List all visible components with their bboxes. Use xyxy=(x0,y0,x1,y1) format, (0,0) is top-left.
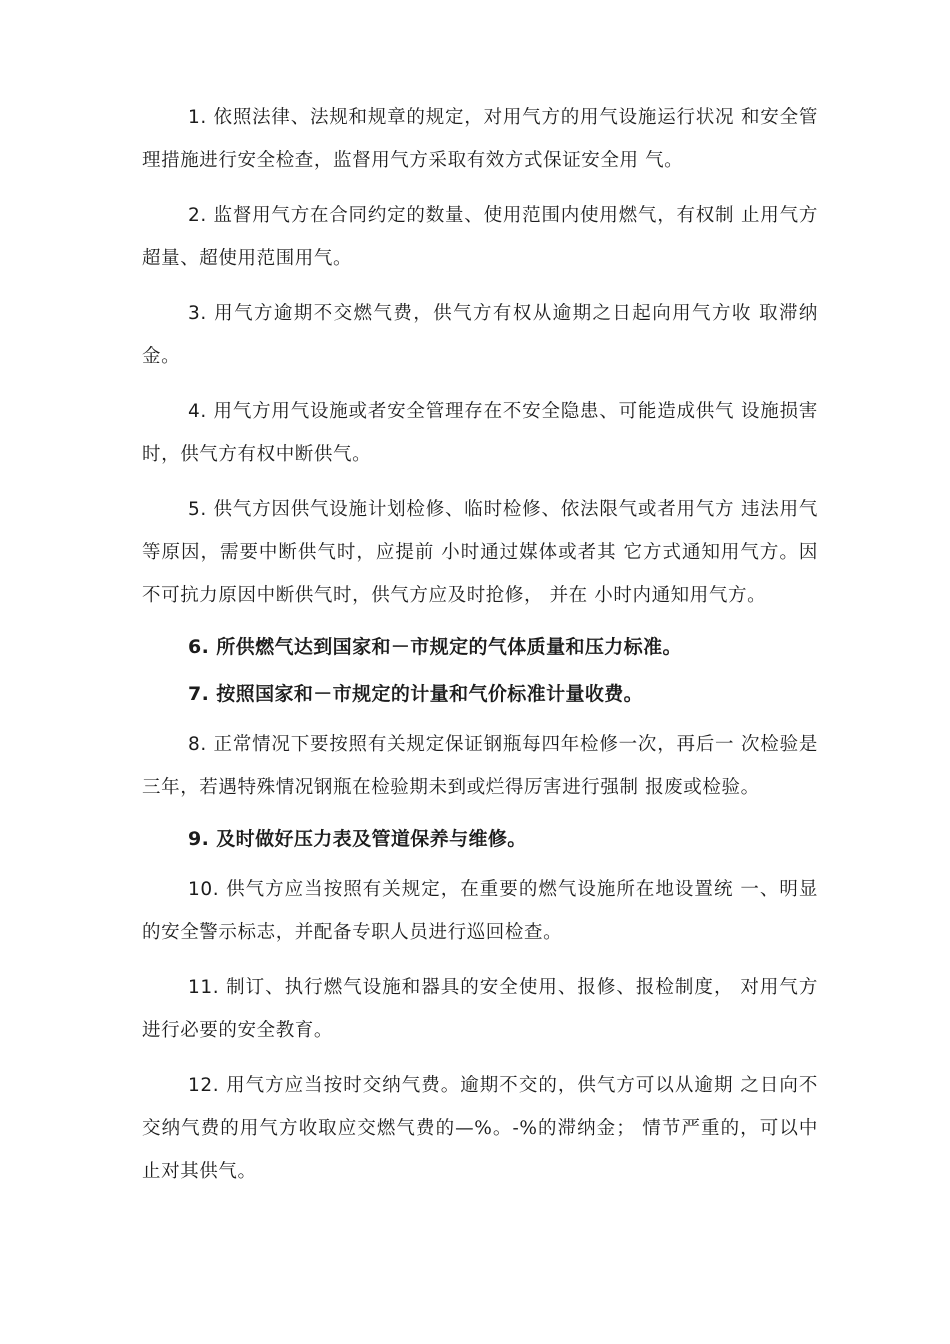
paragraph-7 xyxy=(142,676,818,713)
paragraph-number: 9. xyxy=(188,828,210,850)
paragraph-8 xyxy=(142,723,818,809)
paragraph-text: 用气方应当按时交纳气费。逾期不交的，供气方可以从逾期 之日向不交纳气费的用气方收取应交燃气费的—%。-%的滞纳金； 情节严重的，可以中止对其供气。 xyxy=(142,1075,818,1182)
paragraph-2 xyxy=(142,194,818,280)
paragraph-number: 4. xyxy=(188,401,207,422)
paragraph-number: 1. xyxy=(188,107,207,128)
paragraph-4 xyxy=(142,390,818,476)
paragraph-number: 5. xyxy=(188,499,207,520)
paragraph-text: 依照法律、法规和规章的规定，对用气方的用气设施运行状况 和安全管理措施进行安全检查，监督用气方采取有效方式保证安全用 气。 xyxy=(142,107,818,171)
paragraph-10 xyxy=(142,868,818,954)
paragraph-number: 2. xyxy=(188,205,207,226)
paragraph-9 xyxy=(142,821,818,858)
paragraph-11 xyxy=(142,966,818,1052)
paragraph-3 xyxy=(142,292,818,378)
paragraph-1 xyxy=(142,96,818,182)
paragraph-text: 按照国家和－市规定的计量和气价标准计量收费。 xyxy=(209,683,644,705)
paragraph-text: 供气方因供气设施计划检修、临时检修、依法限气或者用气方 违法用气等原因，需要中断供气时，应提前 小时通过媒体或者其 它方式通知用气方。因不可抗力原因中断供气时，供气方应及时抢修， 并在 小时内通知用气方。 xyxy=(142,499,818,606)
paragraph-number: 3. xyxy=(188,303,207,324)
paragraph-text: 制订、执行燃气设施和器具的安全使用、报修、报检制度， 对用气方进行必要的安全教育。 xyxy=(142,977,818,1041)
paragraph-number: 8. xyxy=(188,734,207,755)
paragraph-number: 12. xyxy=(188,1075,220,1096)
paragraph-12 xyxy=(142,1064,818,1193)
paragraph-text: 及时做好压力表及管道保养与维修。 xyxy=(209,828,527,850)
paragraph-5 xyxy=(142,488,818,617)
paragraph-6 xyxy=(142,629,818,666)
paragraph-number: 6. xyxy=(188,636,210,658)
paragraph-number: 7. xyxy=(188,683,210,705)
paragraph-text: 所供燃气达到国家和－市规定的气体质量和压力标准。 xyxy=(209,636,682,658)
paragraph-text: 监督用气方在合同约定的数量、使用范围内使用燃气，有权制 止用气方超量、超使用范围用气。 xyxy=(142,205,818,269)
paragraph-text: 正常情况下要按照有关规定保证钢瓶每四年检修一次，再后一 次检验是三年，若遇特殊情况钢瓶在检验期未到或烂得厉害进行强制 报废或检验。 xyxy=(142,734,818,798)
paragraph-text: 用气方用气设施或者安全管理存在不安全隐患、可能造成供气 设施损害时，供气方有权中断供气。 xyxy=(142,401,818,465)
paragraph-number: 11. xyxy=(188,977,220,998)
paragraph-text: 用气方逾期不交燃气费，供气方有权从逾期之日起向用气方收 取滞纳金。 xyxy=(142,303,818,367)
paragraph-number: 10. xyxy=(188,879,220,900)
paragraph-text: 供气方应当按照有关规定，在重要的燃气设施所在地设置统 一、明显的安全警示标志，并配备专职人员进行巡回检查。 xyxy=(142,879,818,943)
